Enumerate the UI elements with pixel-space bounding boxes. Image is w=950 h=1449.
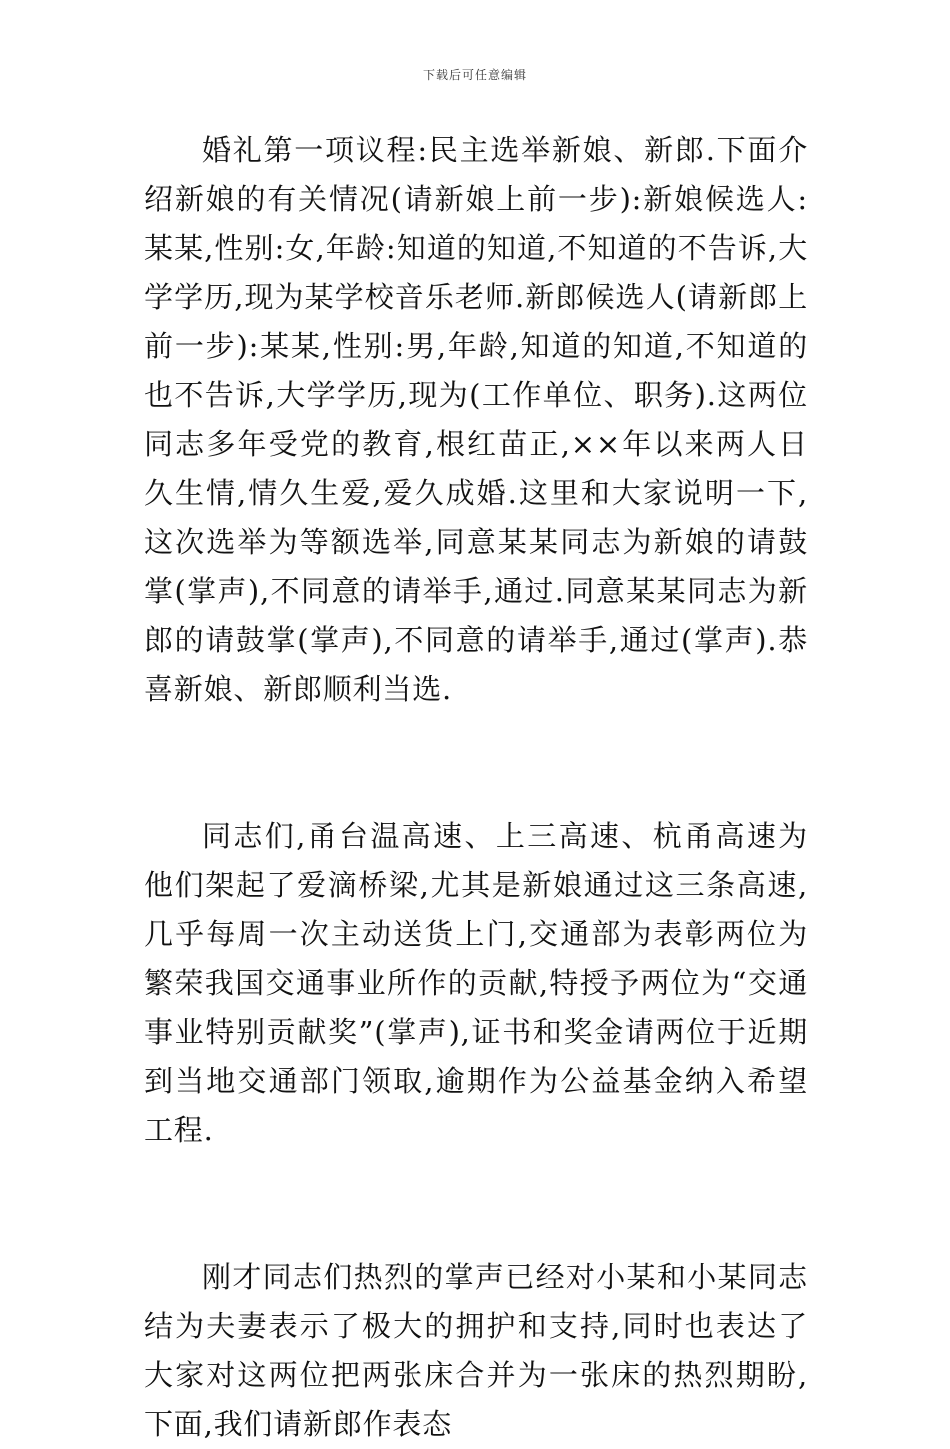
paragraph-applause: 刚才同志们热烈的掌声已经对小某和小某同志结为夫妻表示了极大的拥护和支持,同时也表达了大家对这两位把两张床合并为一张床的热烈期盼,下面,我们请新郎作表态	[144, 1260, 808, 1441]
page-header-note: 下载后可任意编辑	[422, 68, 527, 82]
paragraph-highway-award: 同志们,甬台温高速、上三高速、杭甬高速为他们架起了爱滴桥梁,尤其是新娘通过这三条高速,几乎每周一次主动送货上门,交通部为表彰两位为繁荣我国交通事业所作的贡献,特授予两位为“交通事业特别贡献奖”(掌声),证书和奖金请两位于近期到当地交通部门领取,逾期作为公益基金纳入希望工程.	[144, 819, 808, 1147]
paragraph-spacer	[144, 1155, 808, 1253]
document-body	[144, 126, 808, 1449]
paragraph-spacer	[144, 714, 808, 812]
paragraph-election: 婚礼第一项议程:民主选举新娘、新郎.下面介绍新娘的有关情况(请新娘上前一步):新娘候选人:某某,性别:女,年龄:知道的知道,不知道的不告诉,大学学历,现为某学校音乐老师.新郎候选人(请新郎上前一步):某某,性别:男,年龄,知道的知道,不知道的也不告诉,大学学历,现为(工作单位、职务).这两位同志多年受党的教育,根红苗正,××年以来两人日久生情,情久生爱,爱久成婚.这里和大家说明一下,这次选举为等额选举,同意某某同志为新娘的请鼓掌(掌声),不同意的请举手,通过.同意某某同志为新郎的请鼓掌(掌声),不同意的请举手,通过(掌声).恭喜新娘、新郎顺利当选.	[144, 133, 808, 706]
